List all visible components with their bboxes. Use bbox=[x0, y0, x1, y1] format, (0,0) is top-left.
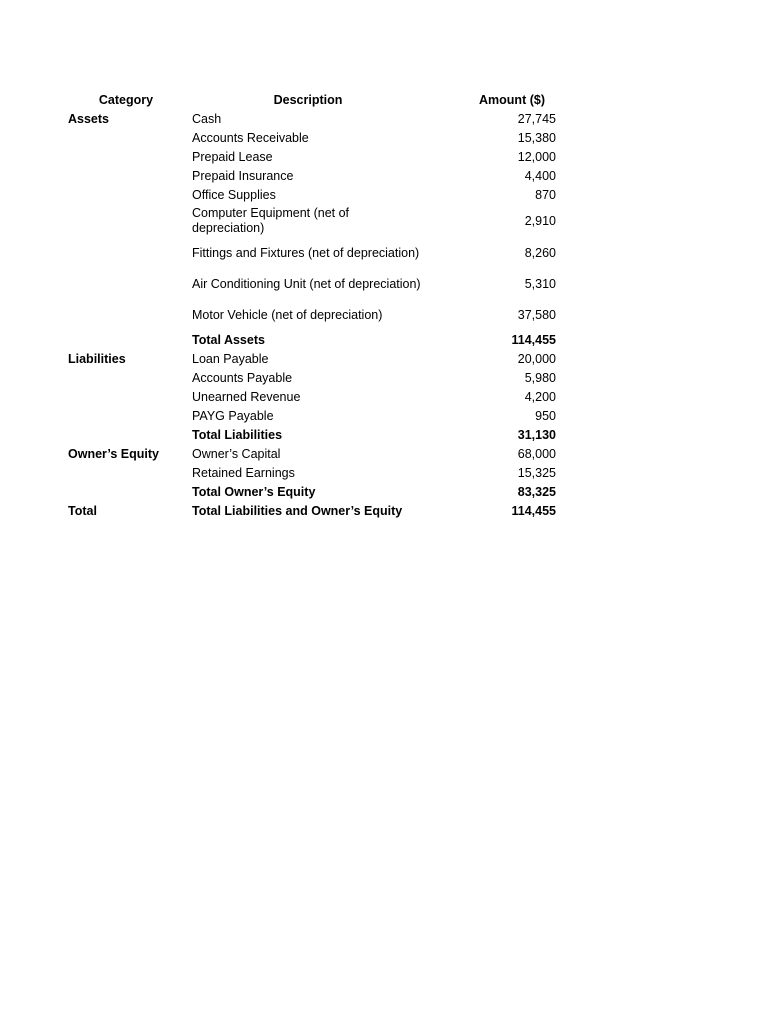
amount-cell: 31,130 bbox=[517, 427, 556, 442]
amount-cell: 114,455 bbox=[511, 332, 556, 347]
amount-cell: 27,745 bbox=[517, 111, 556, 126]
description-cell: Total Assets bbox=[192, 332, 265, 347]
category-cell bbox=[64, 407, 188, 426]
table-row bbox=[64, 300, 560, 331]
category-cell: Owner’s Equity bbox=[68, 446, 159, 461]
category-cell bbox=[64, 129, 188, 148]
balance-sheet bbox=[64, 91, 564, 521]
amount-cell: 68,000 bbox=[517, 446, 556, 461]
amount-cell: 37,580 bbox=[517, 307, 556, 322]
description-cell: Prepaid Lease bbox=[192, 149, 273, 164]
table-row bbox=[64, 238, 560, 269]
amount-header: Amount ($) bbox=[479, 92, 545, 107]
amount-cell: 4,400 bbox=[524, 168, 556, 183]
amount-cell: 20,000 bbox=[517, 351, 556, 366]
table-row bbox=[64, 167, 560, 186]
description-cell: Owner’s Capital bbox=[192, 446, 281, 461]
description-cell: Total Liabilities and Owner’s Equity bbox=[192, 503, 403, 518]
amount-cell: 4,200 bbox=[524, 389, 556, 404]
table-row bbox=[64, 148, 560, 167]
category-cell: Liabilities bbox=[68, 351, 126, 366]
category-cell bbox=[64, 369, 188, 388]
category-cell bbox=[64, 388, 188, 407]
amount-cell: 8,260 bbox=[524, 245, 556, 260]
amount-cell: 114,455 bbox=[511, 503, 556, 518]
category-cell bbox=[64, 426, 188, 445]
category-cell bbox=[64, 167, 188, 186]
description-cell: Total Liabilities bbox=[192, 427, 283, 442]
description-cell: Retained Earnings bbox=[192, 465, 295, 480]
amount-cell: 950 bbox=[535, 408, 556, 423]
table-row bbox=[64, 445, 560, 464]
amount-cell: 5,310 bbox=[524, 276, 556, 291]
description-cell: Cash bbox=[192, 111, 222, 126]
category-cell bbox=[64, 464, 188, 483]
description-cell: Motor Vehicle (net of depreciation) bbox=[192, 307, 383, 322]
description-cell: Office Supplies bbox=[192, 187, 276, 202]
table-row bbox=[64, 129, 560, 148]
table-row bbox=[64, 388, 560, 407]
category-cell: Total bbox=[68, 503, 97, 518]
description-cell: Accounts Payable bbox=[192, 370, 293, 385]
amount-cell: 12,000 bbox=[517, 149, 556, 164]
description-cell: Fittings and Fixtures (net of depreciation) bbox=[192, 245, 420, 260]
category-cell bbox=[64, 238, 188, 269]
table-row bbox=[64, 464, 560, 483]
table-row bbox=[64, 483, 560, 502]
amount-cell: 5,980 bbox=[524, 370, 556, 385]
amount-cell: 83,325 bbox=[517, 484, 556, 499]
table-row bbox=[64, 502, 560, 521]
category-cell bbox=[64, 205, 188, 238]
amount-cell: 2,910 bbox=[524, 213, 556, 228]
table-row bbox=[64, 186, 560, 205]
balance-sheet-table bbox=[64, 91, 560, 521]
category-cell bbox=[64, 331, 188, 350]
description-cell: Computer Equipment (net of depreciation) bbox=[192, 206, 350, 235]
table-row bbox=[64, 205, 560, 238]
description-cell: PAYG Payable bbox=[192, 408, 274, 423]
amount-cell: 15,380 bbox=[517, 130, 556, 145]
description-cell: Accounts Receivable bbox=[192, 130, 309, 145]
description-cell: Prepaid Insurance bbox=[192, 168, 294, 183]
description-cell: Loan Payable bbox=[192, 351, 269, 366]
category-header: Category bbox=[98, 92, 154, 107]
category-cell bbox=[64, 300, 188, 331]
table-row bbox=[64, 426, 560, 445]
category-cell bbox=[64, 269, 188, 300]
description-cell: Unearned Revenue bbox=[192, 389, 301, 404]
description-cell: Air Conditioning Unit (net of depreciation) bbox=[192, 276, 421, 291]
category-cell bbox=[64, 148, 188, 167]
table-row bbox=[64, 407, 560, 426]
description-cell: Total Owner’s Equity bbox=[192, 484, 316, 499]
category-cell: Assets bbox=[68, 111, 109, 126]
header-row bbox=[64, 91, 560, 110]
table-row bbox=[64, 350, 560, 369]
description-header: Description bbox=[273, 92, 343, 107]
category-cell bbox=[64, 483, 188, 502]
table-row bbox=[64, 369, 560, 388]
amount-cell: 15,325 bbox=[517, 465, 556, 480]
table-row bbox=[64, 110, 560, 129]
amount-cell: 870 bbox=[535, 187, 556, 202]
table-row bbox=[64, 331, 560, 350]
category-cell bbox=[64, 186, 188, 205]
table-row bbox=[64, 269, 560, 300]
